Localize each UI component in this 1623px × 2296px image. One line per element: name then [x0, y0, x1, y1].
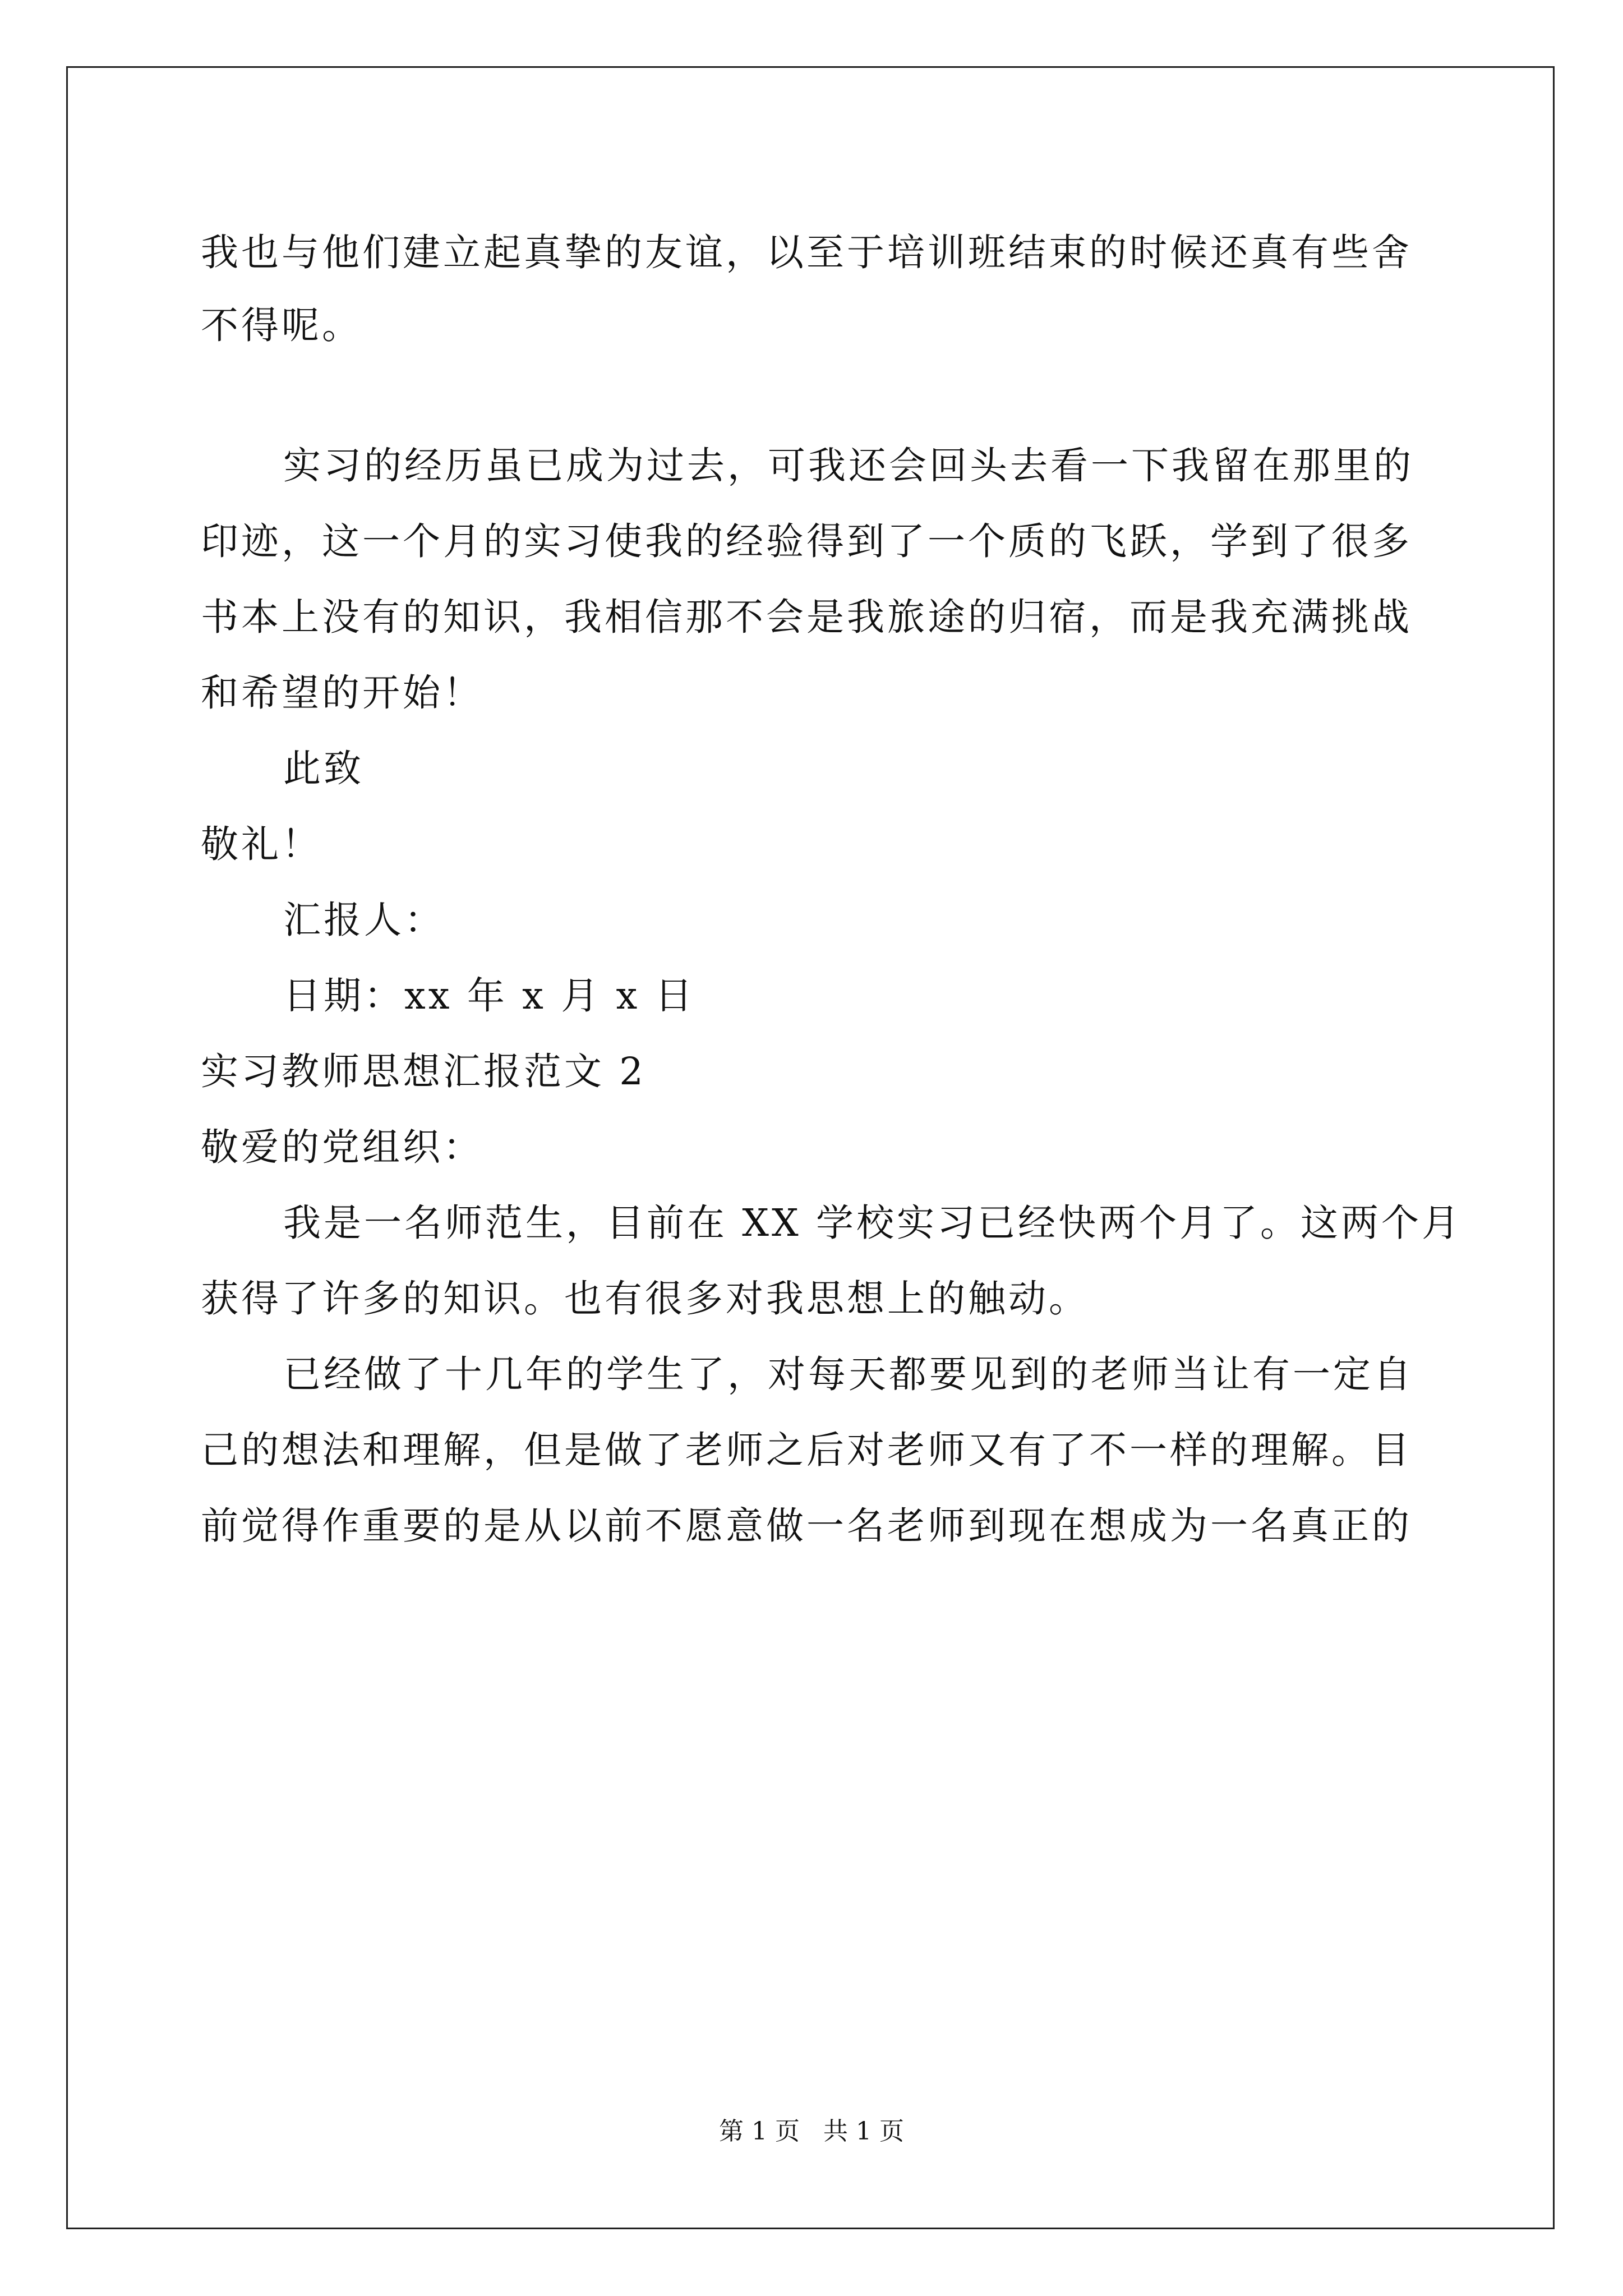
closing-salutation: 此致: [283, 747, 364, 790]
body-text-line-6: 和希望的开始！: [201, 671, 483, 715]
body-text-line-9: 已经做了十几年的学生了，对每天都要见到的老师当让有一定自: [283, 1352, 1414, 1396]
body-text-line-8: 获得了许多的知识。也有很多对我思想上的触动。: [201, 1277, 1089, 1320]
body-text-line-5: 书本上没有的知识，我相信那不会是我旅途的归宿，而是我充满挑战: [201, 595, 1412, 639]
section-title: 实习教师思想汇报范文 2: [201, 1050, 646, 1093]
body-text-line-1: 我也与他们建立起真挚的友谊，以至于培训班结束的时候还真有些舍: [201, 231, 1412, 274]
letter-greeting: 敬爱的党组织：: [201, 1125, 483, 1169]
body-text-line-2: 不得呢。: [201, 303, 362, 347]
body-text-line-7: 我是一名师范生，目前在 XX 学校实习已经快两个月了。这两个月: [283, 1201, 1462, 1245]
closing-regards: 敬礼！: [201, 822, 322, 866]
reporter-label: 汇报人：: [283, 898, 445, 942]
body-text-line-3: 实习的经历虽已成为过去，可我还会回头去看一下我留在那里的: [283, 444, 1414, 487]
page-footer: 第 1 页 共 1 页: [719, 2117, 904, 2146]
body-text-line-11: 前觉得作重要的是从以前不愿意做一名老师到现在想成为一名真正的: [201, 1504, 1412, 1548]
body-text-line-4: 印迹，这一个月的实习使我的经验得到了一个质的飞跃，学到了很多: [201, 519, 1412, 563]
body-text-line-10: 己的想法和理解，但是做了老师之后对老师又有了不一样的理解。目: [201, 1428, 1412, 1472]
date-label: 日期：xx 年 x 月 x 日: [283, 974, 695, 1018]
